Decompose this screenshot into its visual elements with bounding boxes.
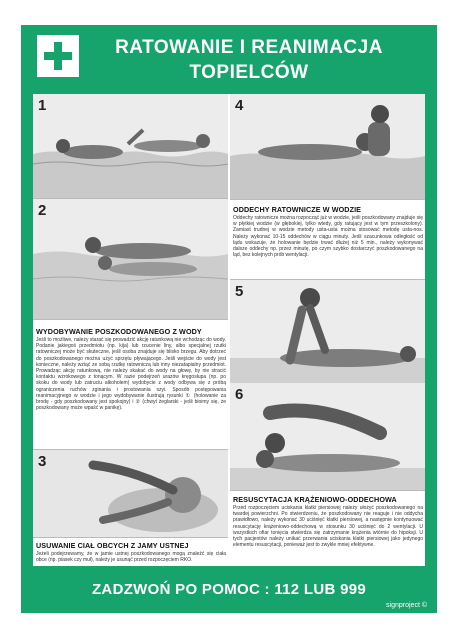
rescue-breathing-illustration [230, 383, 425, 490]
rescue-heading: WYDOBYWANIE POSZKODOWANEGO Z WODY [36, 327, 202, 336]
content-area [33, 94, 425, 566]
safety-poster [21, 25, 437, 613]
foreign-body-text: Jeżeli podejrzewamy, że w jamie ustnej poszkodowanego mogą znaleźć się ciała obce (np. piasek czy muł), należy je usunąć przed rozpoczęciem RKO. [36, 551, 226, 564]
illustration-panel-3 [33, 449, 228, 538]
breaths-text: Oddechy ratownicze można rozpocząć już w wodzie, jeśli poszkodowany znajduje się w płytkiej wodzie (w głębokiej, tylko wtedy, gdy ratujący jest w tym przeszkolony). Zamiast trudnej w wodzie metody usta-usta można stosować metodę usta-nos. Należy wykonać 10-15 oddechów w ciągu minuty. Jeśli szacunkowa odległość od lądu wskazuje, że holowanie będzie trwać dłużej niż 5 min., należy wykonywać dalsze oddechy np. przez minutę, po czym szybko dostarczyć poszkodowanego na ląd, bez kolejnych prób wentylacji. [233, 215, 423, 259]
rescue-text: Jeśli to możliwe, należy starać się prowadzić akcję ratunkową nie wchodząc do wody. Podanie jakiegoś przedmiotu (np. kija) lub rzucenie liny, albo specjalnej rzutki ratowniczej może być skuteczne, jeśli osoba znajduje się blisko brzegu. Aby dotrzeć do poszkodowanego można użyć sprzętu pływającego. Jeśli wejście do wody jest konieczne, należy wziąć ze sobą rzutkę ratowniczą lub inny niezatapialny przedmiot. Prowadząc akcję ratunkową, nie należy skakać do wody na głowę, by nie stracić kontaktu wzrokowego z tonącym. W razie podejrzeń urazów kręgosłupa (np. po skoku do wody lub zatruciu alkoholem) wydobycie z wody odbywa się z próbą ograniczenia ruchów zginania i prostowania szyi. Sposób postępowania reanimacyjnego w wodzie i jego wydobywanie ilustrują rysunki ① (holowanie za brodę - gdy poszkodowany jest spokojny) i ② (chwyt żeglarski - jeśli bioimy się, że poszkodowany może wpaść w panikę). [36, 337, 226, 412]
panel-number-4: 4 [235, 97, 244, 114]
poster-title [81, 35, 417, 85]
mouth-clearing-illustration [33, 450, 228, 537]
title-line-1: RATOWANIE I REANIMACJA [115, 37, 383, 58]
illustration-panel-5 [230, 279, 425, 384]
illustration-panel-6 [230, 383, 425, 491]
breaths-heading: ODDECHY RATOWNICZE W WODZIE [233, 205, 362, 214]
panel-number-5: 5 [235, 283, 244, 300]
cpr-text: Przed rozpoczęciem uciskania klatki piersiowej należy ułożyć poszkodowanego na twardej powierzchni. Po stwierdzeniu, że poszkodowany nie reaguje i nie oddycha prawidłowo, należy wykonać 30 uciśnięć klatki piersiowej, a następnie kontynuować resuscytację krążeniowo-oddechową w stosunku 30 uciśnięć do 2 wentylacji. U wszystkich ofiar tonięcia stwierdza się zatrzymanie krążenia wtórnie do hipoksji. U tych pacjentów należy unikać przerwania uciskania klatki piersiowej jako jedynego elementu resuscytacji, ponieważ jest to zwykle mniej efektywne. [233, 505, 423, 549]
panel-number-3: 3 [38, 453, 47, 470]
emergency-call-banner: ZADZWOŃ PO POMOC : 112 LUB 999 [91, 581, 367, 598]
title-line-2: TOPIELCÓW [189, 62, 309, 83]
foreign-body-heading: USUWANIE CIAŁ OBCYCH Z JAMY USTNEJ [36, 541, 189, 550]
illustration-panel-2 [33, 199, 228, 320]
panel-number-6: 6 [235, 386, 244, 403]
left-column [33, 94, 228, 566]
sailor-grip-illustration [33, 199, 228, 319]
chest-compressions-illustration [230, 280, 425, 383]
first-aid-cross-icon [37, 35, 79, 77]
panel-number-2: 2 [38, 202, 47, 219]
towing-by-chin-illustration [33, 94, 228, 198]
rescue-breaths-in-water-illustration [230, 94, 425, 199]
cpr-heading: RESUSCYTACJA KRĄŻENIOWO-ODDECHOWA [233, 495, 397, 504]
brand-label: signproject © [386, 602, 427, 609]
illustration-panel-4 [230, 94, 425, 200]
panel-number-1: 1 [38, 97, 47, 114]
right-column [230, 94, 425, 566]
illustration-panel-1 [33, 94, 228, 199]
